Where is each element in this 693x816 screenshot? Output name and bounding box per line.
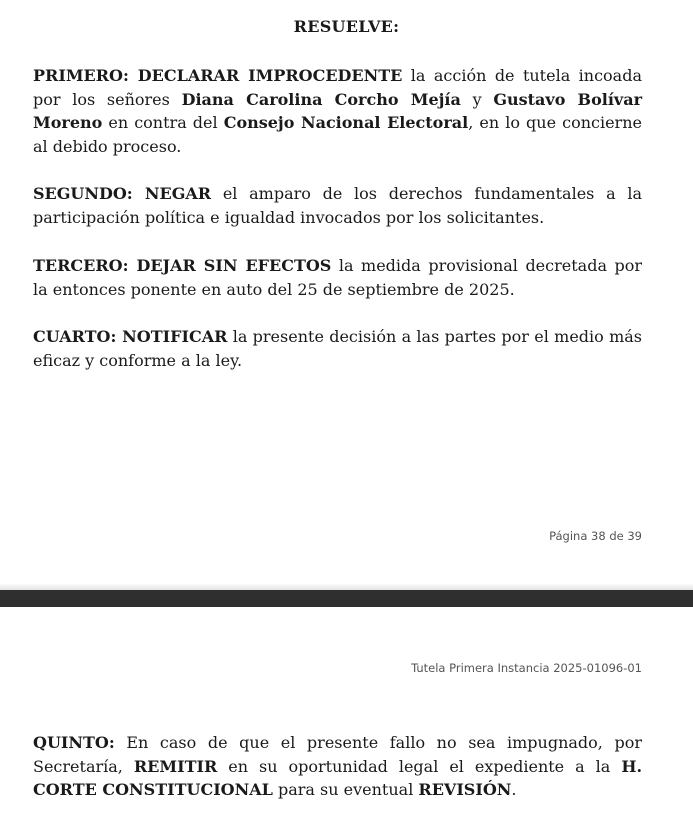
quinto-text-1: En caso de que el presente fallo no sea impugnado, por Secretaría, — [33, 733, 642, 776]
cuarto-lead: CUARTO: NOTIFICAR — [33, 327, 228, 346]
page-edge-shadow — [0, 583, 693, 590]
paragraph-tercero — [33, 254, 642, 301]
page-number: Página 38 de 39 — [549, 529, 642, 543]
tercero-lead: TERCERO: DEJAR SIN EFECTOS — [33, 256, 332, 275]
paragraph-segundo — [33, 182, 642, 229]
tercero-text-1: la medida provisional decretada por la entonces ponente en auto del 25 de septiembre de 2025. — [33, 256, 643, 299]
paragraph-quinto — [33, 731, 642, 802]
quinto-lead: QUINTO: — [33, 733, 115, 752]
quinto-text-2: en su oportunidad legal el expediente a la — [217, 756, 622, 776]
quinto-bold-3: REVISIÓN — [418, 780, 512, 799]
page-separator — [0, 590, 693, 607]
primero-text-2: y — [460, 89, 494, 109]
cuarto-text-1: la presente decisión a las partes por el medio más eficaz y conforme a la ley. — [33, 327, 643, 370]
quinto-bold-1: REMITIR — [133, 756, 218, 776]
primero-text-1: la acción de tutela incoada por los señores — [33, 66, 643, 109]
resolve-heading: RESUELVE: — [293, 17, 400, 36]
paragraph-primero — [33, 64, 642, 158]
primero-entity: Consejo Nacional Electoral — [223, 113, 469, 132]
running-header: Tutela Primera Instancia 2025-01096-01 — [411, 661, 642, 675]
quinto-text-3: para su eventual — [272, 780, 419, 799]
primero-name-1: Diana Carolina Corcho Mejía — [181, 89, 461, 109]
quinto-bold-2: H. CORTE CONSTITUCIONAL — [33, 756, 643, 799]
primero-name-2: Gustavo Bolívar Moreno — [33, 89, 643, 132]
quinto-text-4: . — [511, 780, 517, 799]
paragraph-cuarto — [33, 325, 642, 372]
segundo-lead: SEGUNDO: NEGAR — [33, 184, 212, 203]
primero-text-3: en contra del — [102, 113, 224, 132]
segundo-text-1: el amparo de los derechos fundamentales a la participación política e igualdad invocados por los solicitantes. — [33, 184, 642, 227]
primero-lead: PRIMERO: DECLARAR IMPROCEDENTE — [33, 66, 403, 85]
primero-text-4: , en lo que concierne al debido proceso. — [33, 113, 642, 156]
